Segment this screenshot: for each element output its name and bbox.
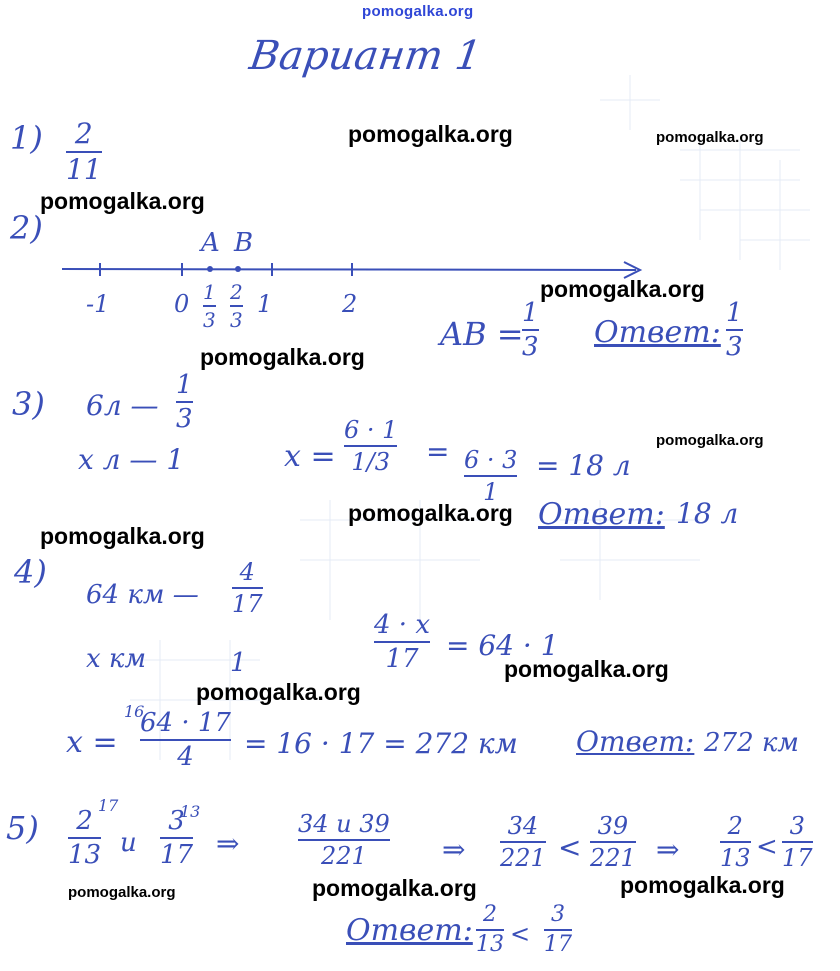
problem-4-answer: 272 км (704, 728, 799, 758)
watermark: pomogalka.org (40, 523, 205, 549)
problem-3-x-eq: x = (284, 439, 336, 474)
problem-3-answer: 18 л (676, 497, 739, 530)
problem-4-fraction: 64 · 17 4 (140, 708, 231, 772)
problem-3-fraction-2: 6 · 3 1 (464, 446, 518, 506)
site-watermark: pomogalka.org (362, 3, 474, 20)
point-b-dot (235, 266, 241, 272)
problem-5-less-than-2: < (756, 832, 778, 862)
problem-3-row-2: x л — 1 (78, 443, 185, 476)
problem-5-answer-label: Ответ: (346, 913, 473, 948)
watermark: pomogalka.org (40, 188, 205, 214)
problem-3-label: 3) (12, 385, 45, 423)
problem-5-fraction-a: 2 13 (68, 806, 102, 870)
watermark: pomogalka.org (68, 884, 176, 901)
problem-4-answer-label: Ответ: (576, 725, 695, 758)
fraction-numerator: 2 (74, 117, 93, 150)
problem-5-multiplier-a: 17 (98, 796, 119, 815)
fraction-denominator: 11 (66, 153, 102, 186)
watermark: pomogalka.org (504, 656, 669, 682)
problem-4-equation-right: = 64 · 1 (446, 629, 559, 662)
problem-5-fraction-e: 39 221 (590, 812, 636, 872)
point-a-label: A (201, 228, 220, 258)
problem-3-row-1: 6л — (86, 389, 159, 422)
problem-5-fraction-f: 2 13 (720, 812, 751, 872)
problem-4-row-2-value: 1 (230, 648, 247, 678)
problem-3-row-1-fraction: 1 3 (176, 370, 193, 434)
tick-label-minus-1: -1 (86, 290, 110, 318)
problem-4-row-1: 64 км — (86, 580, 199, 610)
watermark: pomogalka.org (656, 129, 764, 146)
watermark: pomogalka.org (200, 344, 365, 370)
watermark: pomogalka.org (540, 276, 705, 302)
page-title: Вариант 1 (246, 33, 485, 79)
problem-4-row-1-fraction: 4 17 (232, 558, 263, 618)
problem-5-answer-less-than: < (510, 920, 531, 948)
problem-5-arrow-1: ⇒ (216, 827, 240, 860)
problem-2-label: 2) (10, 209, 43, 247)
point-b-value: 2 3 (230, 280, 243, 332)
problem-5-arrow-2: ⇒ (442, 833, 466, 866)
problem-5-label: 5) (6, 809, 39, 847)
point-a-dot (207, 266, 213, 272)
problem-4-equation-fraction: 4 · x 17 (374, 610, 430, 674)
watermark: pomogalka.org (348, 121, 513, 147)
problem-5-fraction-b: 3 17 (160, 806, 194, 870)
ab-value: 1 3 (522, 298, 539, 362)
problem-3-result: = 18 л (536, 449, 631, 482)
problem-5-fraction-d: 34 221 (500, 812, 546, 872)
problem-3-answer-label: Ответ: (538, 497, 665, 532)
watermark: pomogalka.org (656, 432, 764, 449)
problem-5-less-than-1: < (558, 831, 582, 864)
watermark: pomogalka.org (620, 872, 785, 898)
problem-5-multiplier-b: 13 (180, 802, 201, 821)
problem-4-reduce-note: 16 (124, 702, 145, 721)
problem-4-x-eq: x = (66, 725, 118, 760)
problem-2-answer: 1 3 (726, 298, 743, 362)
tick-label-1: 1 (257, 290, 273, 318)
tick-label-2: 2 (342, 290, 358, 318)
point-b-label: B (234, 228, 254, 258)
problem-4-label: 4) (14, 553, 47, 591)
problem-3-equals: = (426, 435, 450, 468)
problem-5-arrow-3: ⇒ (656, 833, 680, 866)
problem-4-result: = 16 · 17 = 272 км (244, 727, 518, 760)
point-a-value: 1 3 (203, 280, 216, 332)
tick-label-0: 0 (174, 290, 190, 318)
ab-label: AB = (440, 315, 524, 353)
problem-5-answer-a: 2 13 (476, 902, 504, 957)
problem-2-answer-label: Ответ: (594, 315, 721, 350)
problem-5-fraction-c: 34 и 39 221 (298, 810, 390, 870)
problem-5-answer-b: 3 17 (544, 902, 572, 957)
problem-1-label: 1) (10, 119, 43, 157)
problem-5-and: и (120, 828, 137, 858)
watermark: pomogalka.org (312, 875, 477, 901)
problem-3-fraction-1: 6 · 1 1/3 (344, 416, 398, 476)
problem-4-row-2: x км (86, 644, 147, 674)
problem-5-fraction-g: 3 17 (782, 812, 813, 872)
watermark: pomogalka.org (196, 679, 361, 705)
watermark: pomogalka.org (348, 500, 513, 526)
